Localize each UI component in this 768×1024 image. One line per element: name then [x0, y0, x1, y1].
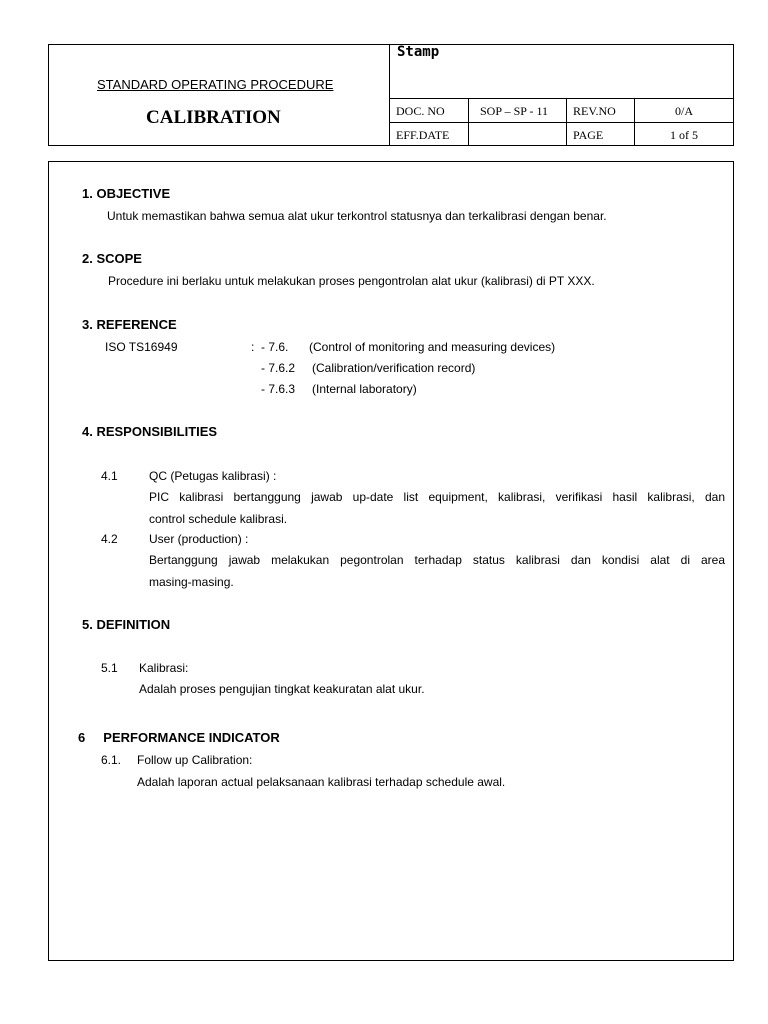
reference-clause-desc: (Internal laboratory)	[312, 382, 417, 396]
responsibility-text: Bertanggung jawab melakukan pegontrolan terhadap status kalibrasi dan kondisi alat di area	[149, 553, 725, 567]
reference-colon: :	[251, 340, 255, 354]
stamp-label: Stamp	[397, 44, 440, 60]
definition-number: 5.1	[101, 661, 118, 675]
responsibility-number: 4.1	[101, 469, 118, 483]
responsibility-text: control schedule kalibrasi.	[149, 512, 288, 526]
objective-heading: 1. OBJECTIVE	[82, 186, 171, 201]
reference-heading: 3. REFERENCE	[82, 317, 177, 332]
reference-clause: - 7.6.2	[261, 361, 296, 375]
rev-no-label: REV.NO	[573, 104, 616, 118]
page-label: PAGE	[573, 128, 604, 142]
header-divider	[389, 122, 734, 123]
responsibility-title: QC (Petugas kalibrasi) :	[149, 469, 277, 483]
scope-heading: 2. SCOPE	[82, 251, 142, 266]
reference-clause: - 7.6.	[261, 340, 289, 354]
doc-no-label: DOC. NO	[396, 104, 445, 118]
reference-clause: - 7.6.3	[261, 382, 296, 396]
reference-standard: ISO TS16949	[105, 340, 178, 354]
performance-title: Follow up Calibration:	[137, 753, 253, 767]
responsibility-title: User (production) :	[149, 532, 249, 546]
document-header	[48, 44, 734, 146]
reference-clause-desc: (Calibration/verification record)	[312, 361, 476, 375]
performance-text: Adalah laporan actual pelaksanaan kalibrasi terhadap schedule awal.	[137, 775, 506, 789]
page-title: CALIBRATION	[146, 107, 281, 128]
definition-title: Kalibrasi:	[139, 661, 189, 675]
doc-no-value: SOP – SP - 11	[480, 104, 549, 118]
header-divider	[468, 98, 469, 146]
objective-text: Untuk memastikan bahwa semua alat ukur terkontrol statusnya dan terkalibrasi dengan benar.	[107, 209, 607, 223]
responsibility-number: 4.2	[101, 532, 118, 546]
responsibility-text: PIC kalibrasi bertanggung jawab up-date list equipment, kalibrasi, verifikasi hasil kalibrasi, dan	[149, 490, 725, 504]
performance-heading: 6 PERFORMANCE INDICATOR	[78, 730, 280, 745]
performance-number: 6.1.	[101, 753, 122, 767]
header-divider	[389, 44, 390, 146]
responsibility-text: masing-masing.	[149, 575, 234, 589]
header-divider	[566, 98, 567, 146]
header-divider	[389, 98, 734, 99]
responsibilities-heading: 4. RESPONSIBILITIES	[82, 424, 218, 439]
rev-no-value: 0/A	[675, 104, 693, 118]
page-number: 1 of 5	[670, 128, 698, 142]
reference-clause-desc: (Control of monitoring and measuring devices)	[309, 340, 556, 354]
definition-text: Adalah proses pengujian tingkat keakuratan alat ukur.	[139, 682, 425, 696]
eff-date-label: EFF.DATE	[396, 128, 450, 142]
definition-heading: 5. DEFINITION	[82, 617, 171, 632]
sop-title: STANDARD OPERATING PROCEDURE	[97, 77, 334, 92]
scope-text: Procedure ini berlaku untuk melakukan proses pengontrolan alat ukur (kalibrasi) di PT XXX.	[108, 274, 595, 288]
